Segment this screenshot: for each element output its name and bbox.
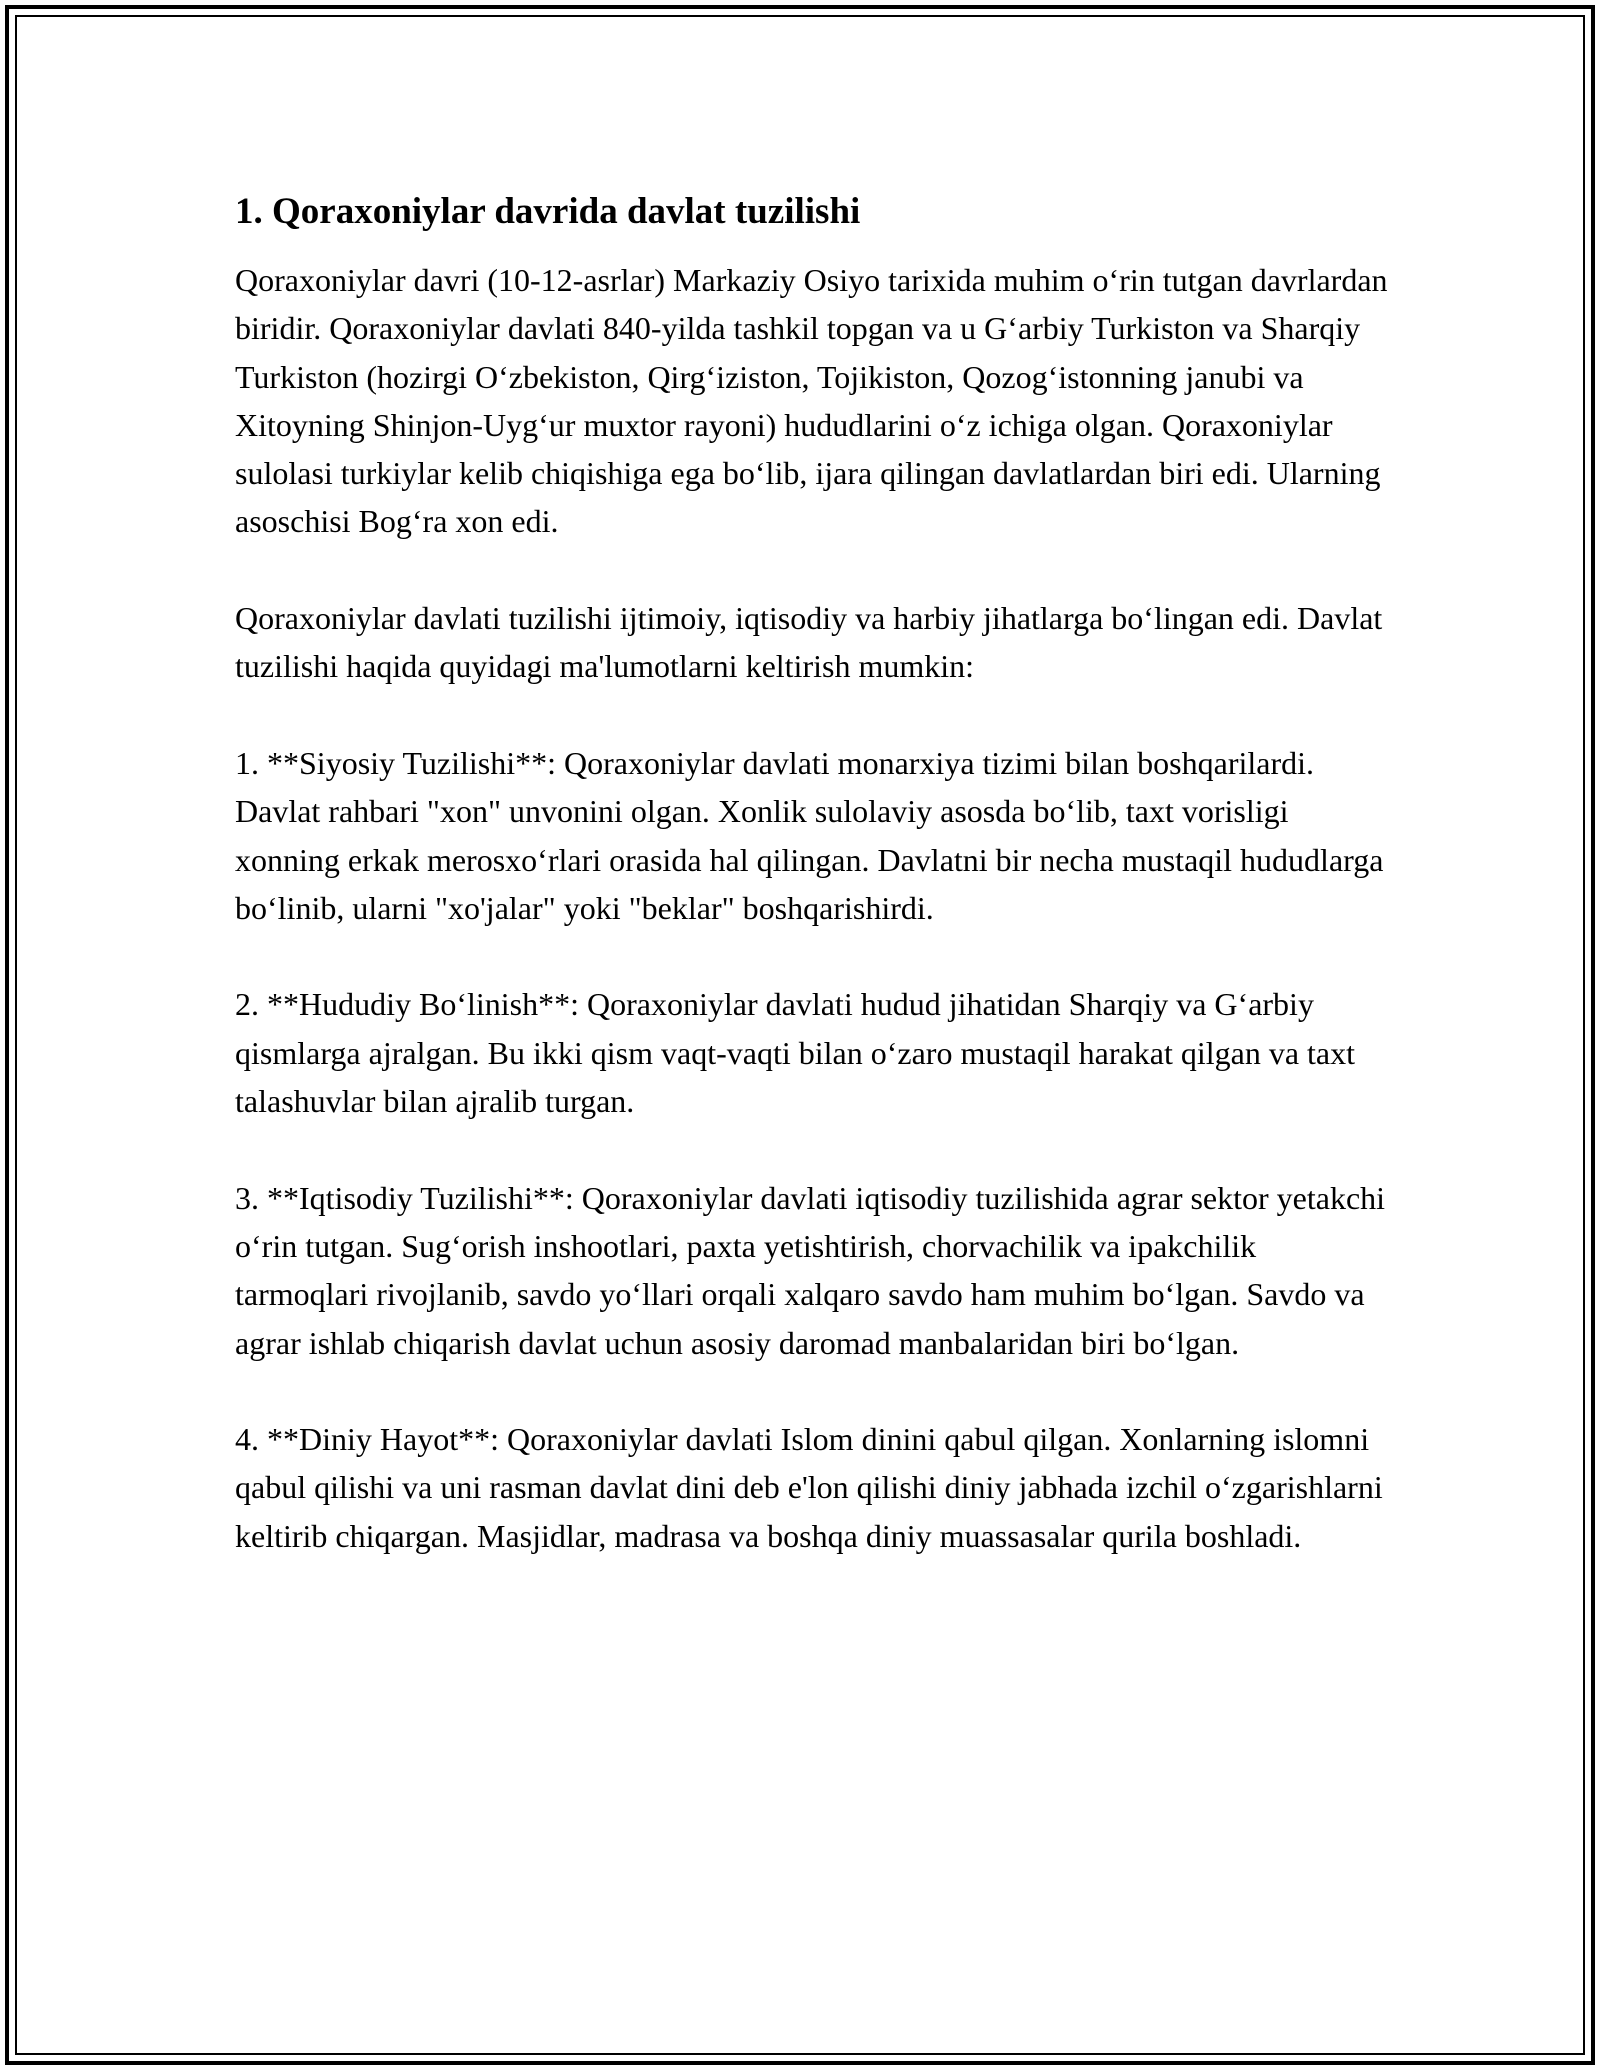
paragraph-political-structure: 1. **Siyosiy Tuzilishi**: Qoraxoniylar davlati monarxiya tizimi bilan boshqarilardi. Davlat rahbari "xon" unvonini olgan. Xonlik sulolaviy asosda bo‘lib, taxt vorisligi xonning erkak merosxo‘rlari orasida hal qilingan. Davlatni bir necha mustaqil hududlarga bo‘linib, ularni "xo'jalar" yoki "beklar" boshqarishirdi.	[235, 744, 1384, 926]
paragraph-economic-structure: 3. **Iqtisodiy Tuzilishi**: Qoraxoniylar davlati iqtisodiy tuzilishida agrar sektor yetakchi o‘rin tutgan. Sug‘orish inshootlari, paxta yetishtirish, chorvachilik va ipakchilik tarmoqlari rivojlanib, savdo yo‘llari orqali xalqaro savdo ham muhim bo‘lgan. Savdo va agrar ishlab chiqarish davlat uchun asosiy daromad manbalaridan biri bo‘lgan.	[235, 1179, 1386, 1361]
paragraph-religious-life: 4. **Diniy Hayot**: Qoraxoniylar davlati Islom dinini qabul qilgan. Xonlarning islomni qabul qilishi va uni rasman davlat dini deb e'lon qilishi diniy jabhada izchil o‘zgarishlarni keltirib chiqargan. Masjidlar, madrasa va boshqa diniy muassasalar qurila boshladi.	[235, 1421, 1383, 1554]
section-heading: 1. Qoraxoniylar davrida davlat tuzilishi	[235, 191, 861, 232]
paragraph-structure-overview: Qoraxoniylar davlati tuzilishi ijtimoiy, iqtisodiy va harbiy jihatlarga bo‘lingan edi. Davlat tuzilishi haqida quyidagi ma'lumotlarni keltirish mumkin:	[235, 600, 1383, 685]
document-body	[235, 188, 1395, 1608]
paragraph-intro: Qoraxoniylar davri (10-12-asrlar) Markaziy Osiyo tarixida muhim o‘rin tutgan davrlardan biridir. Qoraxoniylar davlati 840-yilda tashkil topgan va u G‘arbiy Turkiston va Sharqiy Turkiston (hozirgi O‘zbekiston, Qirg‘iziston, Tojikiston, Qozog‘istonning janubi va Xitoyning Shinjon-Uyg‘ur muxtor rayoni) hududlarini o‘z ichiga olgan. Qoraxoniylar sulolasi turkiylar kelib chiqishiga ega bo‘lib, ijara qilingan davlatlardan biri edi. Ularning asoschisi Bog‘ra xon edi.	[235, 262, 1388, 540]
paragraph-territorial-division: 2. **Hududiy Bo‘linish**: Qoraxoniylar davlati hudud jihatidan Sharqiy va G‘arbiy qismlarga ajralgan. Bu ikki qism vaqt-vaqti bilan o‘zaro mustaqil harakat qilgan va taxt talashuvlar bilan ajralib turgan.	[235, 986, 1355, 1120]
